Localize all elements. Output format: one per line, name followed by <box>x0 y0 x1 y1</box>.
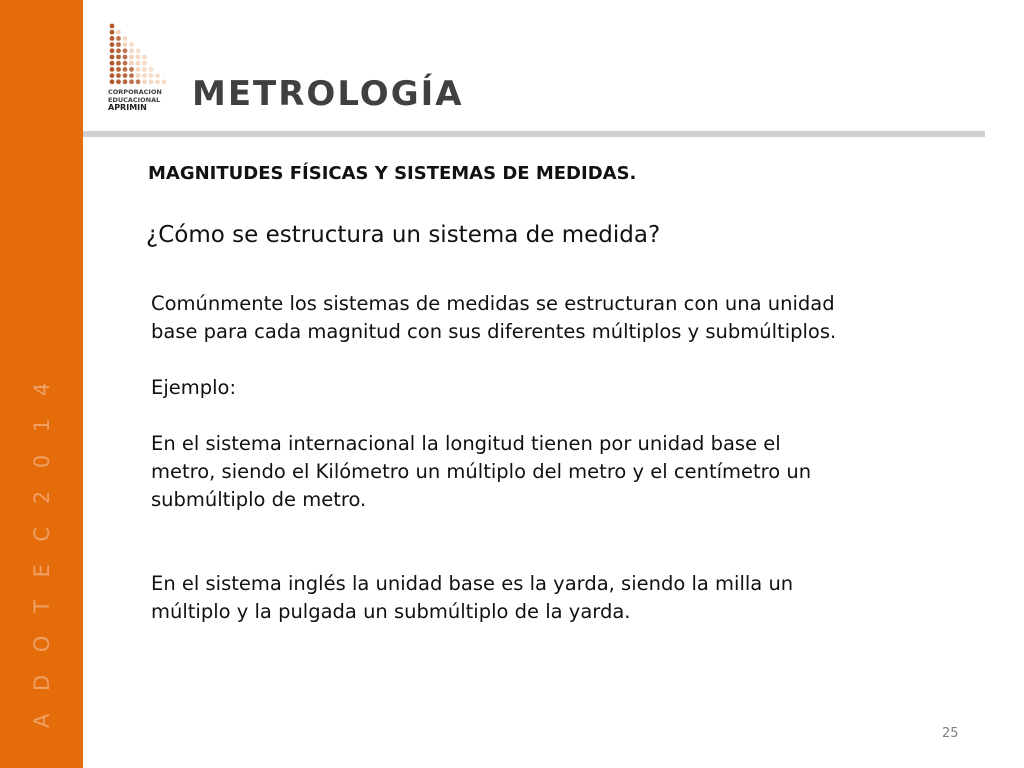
logo-dot <box>123 48 128 53</box>
logo-dot <box>123 67 128 72</box>
logo-dot <box>155 73 160 78</box>
logo-dot <box>149 67 154 72</box>
logo-dot <box>110 30 115 35</box>
logo-dot <box>129 67 134 72</box>
title-divider <box>83 131 985 137</box>
slide-title: METROLOGÍA <box>192 74 464 114</box>
en-line-2: múltiplo y la pulgada un submúltiplo de la yarda. <box>151 600 631 623</box>
slide-question: ¿Cómo se estructura un sistema de medida? <box>146 222 661 248</box>
logo-dot <box>110 42 115 47</box>
logo-dot <box>110 48 115 53</box>
logo-dot <box>129 73 134 78</box>
logo-dot <box>123 73 128 78</box>
example-label: Ejemplo: <box>151 376 237 399</box>
logo-dot <box>116 73 121 78</box>
en-line-1: En el sistema inglés la unidad base es la yarda, siendo la milla un <box>151 572 794 595</box>
intro-line-2: base para cada magnitud con sus diferentes múltiplos y submúltiplos. <box>151 320 837 343</box>
logo-dot <box>129 61 134 66</box>
logo-dot <box>110 36 115 41</box>
logo-dot <box>136 73 141 78</box>
logo-dot <box>136 67 141 72</box>
paragraph-si <box>151 430 971 514</box>
logo-line-1: CORPORACION <box>108 88 162 96</box>
logo-dot <box>129 48 134 53</box>
logo-dot <box>155 79 160 84</box>
logo-dot <box>142 55 147 60</box>
logo-dot <box>110 61 115 66</box>
paragraph-intro <box>151 290 971 346</box>
logo-line-2: EDUCACIONAL <box>108 96 161 104</box>
slide-body <box>151 290 971 626</box>
logo-dot <box>110 73 115 78</box>
si-line-2: metro, siendo el Kilómetro un múltiplo del metro y el centímetro un <box>151 460 812 483</box>
logo-dot <box>116 61 121 66</box>
logo-dot <box>136 55 141 60</box>
logo-dot <box>142 61 147 66</box>
logo-dot <box>123 79 128 84</box>
logo-dot <box>142 67 147 72</box>
logo-dot <box>110 55 115 60</box>
si-line-1: En el sistema internacional la longitud tienen por unidad base el <box>151 432 781 455</box>
logo-dot <box>116 42 121 47</box>
logo-dot <box>129 42 134 47</box>
slide-subtitle: MAGNITUDES FÍSICAS Y SISTEMAS DE MEDIDAS. <box>148 163 637 184</box>
logo-dot <box>116 55 121 60</box>
intro-line-1: Comúnmente los sistemas de medidas se estructuran con una unidad <box>151 292 835 315</box>
logo-dot <box>116 36 121 41</box>
logo-dot <box>129 79 134 84</box>
logo-dot <box>142 79 147 84</box>
logo-dot <box>142 73 147 78</box>
logo-dot <box>136 48 141 53</box>
sidebar-vertical-text: A D O T E C 2 0 1 4 <box>30 374 54 728</box>
logo-dot <box>149 73 154 78</box>
logo-dot <box>149 79 154 84</box>
logo-dot <box>116 30 121 35</box>
logo-dot <box>116 67 121 72</box>
logo-dot <box>129 55 134 60</box>
logo-dot <box>110 24 115 29</box>
logo-dot <box>136 61 141 66</box>
logo-dot <box>123 36 128 41</box>
logo-dot <box>123 61 128 66</box>
logo-dot <box>110 67 115 72</box>
logo-caption <box>108 88 178 112</box>
logo-dot <box>136 79 141 84</box>
paragraph-english <box>151 570 971 626</box>
logo-dot <box>123 55 128 60</box>
logo-brand: APRIMIN <box>108 103 147 112</box>
logo-dot <box>123 42 128 47</box>
page-number: 25 <box>942 726 959 741</box>
logo-dot <box>162 79 167 84</box>
logo-dot <box>110 79 115 84</box>
logo-dot <box>116 48 121 53</box>
si-line-3: submúltiplo de metro. <box>151 488 367 511</box>
logo-dot <box>116 79 121 84</box>
